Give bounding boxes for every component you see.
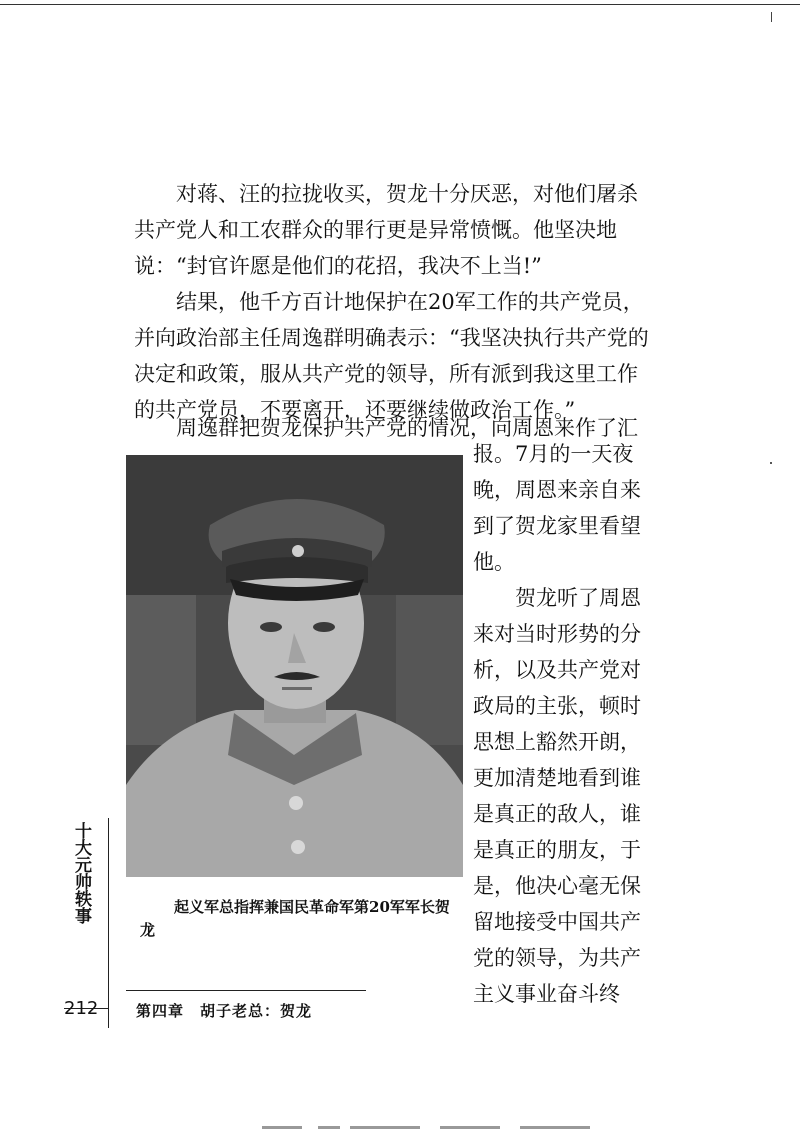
paragraph-2: 结果，他千方百计地保护在20军工作的共产党员，并向政治部主任周逸群明确表示：“我坚决执行共产党的决定和政策，服从共产党的领导，所有派到我这里工作的共产党员，不要离开，还要继续做政治工作。” <box>134 290 649 422</box>
paragraph-3: 周逸群把贺龙保护共产党的情况，向周恩来作了汇 <box>176 416 638 440</box>
scan-artifact-2 <box>318 1126 340 1129</box>
portrait-photo <box>126 455 463 877</box>
page-number: 212 <box>64 998 99 1019</box>
scan-speck <box>770 462 772 464</box>
photo-caption: 起义军总指挥兼国民革命军第20军军长贺龙 <box>140 898 450 939</box>
scan-artifact-3 <box>350 1126 420 1129</box>
scan-artifact-5 <box>520 1126 590 1129</box>
paragraph-1: 对蒋、汪的拉拢收买，贺龙十分厌恶，对他们屠杀共产党人和工农群众的罪行更是异常愤慨。他坚决地说：“封官许愿是他们的花招，我决不上当!” <box>134 182 638 278</box>
top-rule <box>0 4 800 5</box>
sidebar-vertical-rule <box>108 818 109 1028</box>
scan-artifact-4 <box>440 1126 500 1129</box>
paragraph-4-wrapped: 报。7月的一天夜晚，周恩来亲自来到了贺龙家里看望他。 <box>473 442 641 574</box>
portrait-illustration <box>126 455 463 877</box>
footer-rule <box>126 990 366 991</box>
series-title-vertical: 十大元帅轶事 <box>71 822 91 924</box>
scan-artifact-1 <box>262 1126 302 1129</box>
paragraph-5-wrapped: 贺龙听了周恩来对当时形势的分析，以及共产党对政局的主张，顿时思想上豁然开朗，更加清楚地看到谁是真正的敌人，谁是真正的朋友，于是，他决心毫无保留地接受中国共产党的领导，为共产主义事业奋斗终 <box>473 586 641 1006</box>
top-tick-mark <box>771 12 772 22</box>
running-head: 第四章 胡子老总：贺龙 <box>136 1002 313 1020</box>
